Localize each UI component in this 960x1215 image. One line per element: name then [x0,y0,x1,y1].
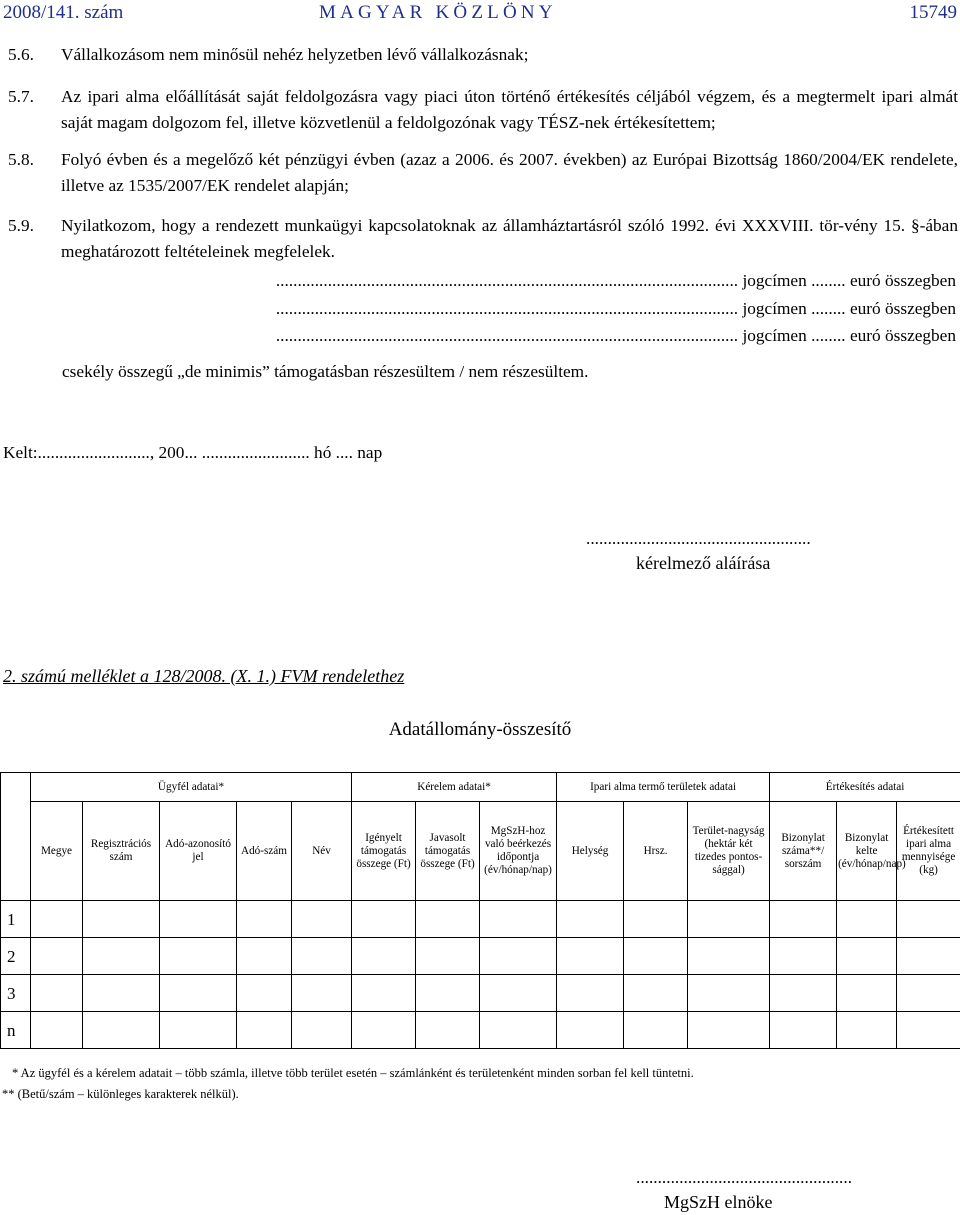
amount-line: ........................................................................................................... jogcímen ........ euró összegben [275,271,956,290]
table-row [1,901,960,938]
corner-cell [1,773,31,901]
column-header: Adó-azonosító jel [160,802,237,901]
signature-dots: .................................................... [586,529,811,548]
footnote: * Az ügyfél és a kérelem adatait – több számla, illetve több terület esetén – számlánként és területenként minden sorban fel kell tüntetni. [12,1066,694,1080]
group-header: Ügyfél adatai* [31,773,352,802]
row-number: 1 [1,901,31,938]
column-header: Bizonylat kelte (év/hónap/nap) [837,802,897,901]
signature-dots: .................................................. [636,1168,853,1187]
item-number: 5.7. [8,87,34,106]
table-row [1,1012,960,1049]
issue-number: 2008/141. szám [3,2,124,23]
column-header: Adó-szám [237,802,292,901]
applicant-signature-label: kérelmező aláírása [636,553,771,573]
declaration-item [8,42,958,68]
page-number: 15749 [909,2,957,23]
item-text: Vállalkozásom nem minősül nehéz helyzetben lévő vállalkozásnak; [61,45,529,64]
de-minimis-statement: csekély összegű „de minimis” támogatásban részesültem / nem részesültem. [62,362,589,381]
president-signature-label: MgSzH elnöke [664,1192,773,1212]
declaration-item [8,147,958,199]
item-text: Folyó évben és a megelőző két pénzügyi évben (azaz a 2006. és 2007. években) az Európai Bizottság 1860/2004/EK rendelete, illetve az 1535/2007/EK rendelet alapján; [61,150,958,195]
column-header: Regisztrációs szám [83,802,160,901]
column-header: Helység [557,802,624,901]
column-header: MgSzH-hoz való beérkezés időpontja (év/hónap/nap) [480,802,557,901]
table-row [1,975,960,1012]
journal-name: MAGYAR KÖZLÖNY [319,2,557,23]
footnote: ** (Betű/szám – különleges karakterek nélkül). [2,1087,239,1101]
column-header: Hrsz. [624,802,688,901]
table-title: Adatállomány-összesítő [388,719,572,740]
row-number: 2 [1,938,31,975]
row-number: 3 [1,975,31,1012]
annex-heading: 2. számú melléklet a 128/2008. (X. 1.) FVM rendelethez [3,666,405,686]
item-number: 5.6. [8,45,34,64]
column-header: Név [292,802,352,901]
column-header: Bizonylat száma**/ sorszám [770,802,837,901]
group-header: Ipari alma termő területek adatai [557,773,770,802]
declaration-item [8,213,958,265]
row-number: n [1,1012,31,1049]
date-line: Kelt:.........................., 200... ......................... hó .... nap [3,443,383,462]
item-text: Nyilatkozom, hogy a rendezett munkaügyi kapcsolatoknak az államháztartásról szóló 1992. évi XXXVIII. tör-vény 15. §-ában meghatározott feltételeinek megfelelek. [61,216,958,261]
column-header: Javasolt támogatás összege (Ft) [416,802,480,901]
item-number: 5.8. [8,150,34,169]
summary-table [0,772,960,1049]
group-header: Értékesítés adatai [770,773,960,802]
column-header: Értékesített ipari alma mennyisége (kg) [897,802,960,901]
table-row [1,938,960,975]
amount-line: ........................................................................................................... jogcímen ........ euró összegben [275,299,956,318]
column-header: Igényelt támogatás összege (Ft) [352,802,416,901]
group-header: Kérelem adatai* [352,773,557,802]
amount-line: ........................................................................................................... jogcímen ........ euró összegben [275,326,956,345]
column-header: Terület-nagyság (hektár két tizedes pontos-sággal) [688,802,770,901]
item-number: 5.9. [8,216,34,235]
declaration-item [8,84,958,136]
column-header: Megye [31,802,83,901]
item-text: Az ipari alma előállítását saját feldolgozásra vagy piaci úton történő értékesítés céljából végzem, és a megtermelt ipari almát saját magam dolgozom fel, illetve közvetlenül a feldolgozónak vagy TÉSZ-nek értékesítettem; [61,87,958,132]
